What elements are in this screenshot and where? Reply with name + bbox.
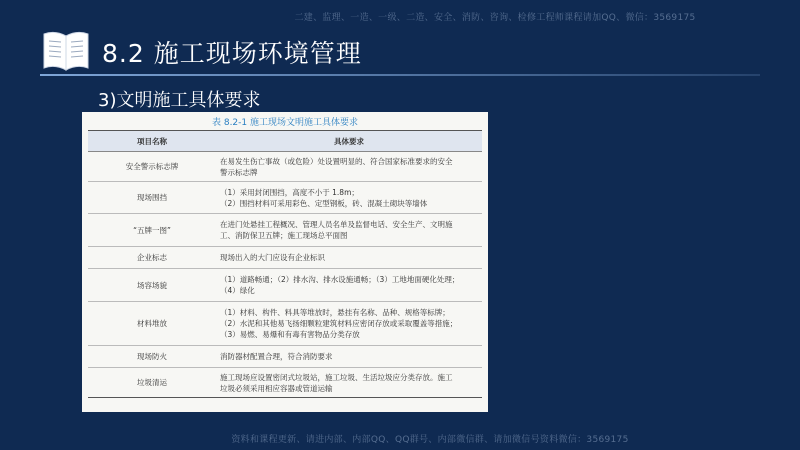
requirement-line: （1）道路畅通；（2）排水沟、排水设施通畅；（3）工地地面硬化处理； (220, 275, 460, 284)
row-requirement (216, 247, 482, 269)
row-item-name: 安全警示标志牌 (88, 152, 216, 182)
table-row (88, 302, 482, 346)
row-requirement (216, 214, 482, 247)
table-row (88, 346, 482, 368)
open-book-icon (40, 28, 92, 74)
requirement-line: 在易发生伤亡事故（或危险）处设置明显的、符合国家标准要求的安全 (220, 156, 453, 166)
row-item-name: 现场围挡 (88, 182, 216, 214)
table-header-row (88, 131, 482, 152)
requirement-line: 现场出入的大门应设有企业标识 (220, 253, 325, 262)
row-requirement (216, 182, 482, 214)
requirement-line: （4）绿化 (220, 286, 255, 295)
row-requirement (216, 346, 482, 368)
requirement-line: （1）材料、构件、料具等堆放时，悬挂有名称、品种、规格等标牌； (220, 308, 450, 317)
row-item-name: 场容场貌 (88, 269, 216, 302)
requirement-line: 消防器材配置合理，符合消防要求 (220, 352, 333, 361)
header-requirements: 具体要求 (216, 131, 482, 152)
row-requirement (216, 368, 482, 398)
table-caption: 表 8.2-1 施工现场文明施工具体要求 (211, 118, 358, 128)
requirements-table (88, 130, 482, 398)
watermark-bottom: 资料和课程更新、请进内部、内部QQ、QQ群号、内部微信群、请加微信号资料微信：3569175 (231, 435, 629, 445)
table-row (88, 152, 482, 182)
requirement-line: （2）围挡材料可采用彩色、定型钢板，砖、混凝土砌块等墙体 (220, 198, 428, 208)
header-item-name: 项目名称 (88, 131, 216, 152)
slide-subtitle: 3)文明施工具体要求 (98, 90, 261, 111)
requirement-line: 施工现场应设置密闭式垃圾站，施工垃圾、生活垃圾应分类存放。施工 (220, 372, 453, 382)
row-item-name: 企业标志 (88, 247, 216, 269)
row-item-name: “五牌一图” (88, 214, 216, 247)
requirement-line: （3）易燃、易爆和有毒有害物品分类存放 (220, 330, 360, 339)
slide-title: 8.2 施工现场环境管理 (102, 39, 362, 68)
requirement-line: 在进门处悬挂工程概况、管理人员名单及监督电话、安全生产、文明施 (220, 220, 453, 229)
row-item-name: 垃圾清运 (88, 368, 216, 398)
table-row (88, 182, 482, 214)
row-item-name: 现场防火 (88, 346, 216, 368)
table-row (88, 269, 482, 302)
requirement-line: 垃圾必须采用相应容器或管道运输 (220, 383, 333, 393)
requirement-line: 警示标志牌 (220, 167, 258, 177)
table-row (88, 214, 482, 247)
requirement-line: 工、消防保卫五牌；施工现场总平面图 (220, 231, 348, 240)
title-divider (40, 74, 760, 76)
requirements-table-image (82, 112, 488, 412)
row-requirement (216, 269, 482, 302)
table-row (88, 247, 482, 269)
watermark-top: 二建、监理、一造、一级、二造、安全、消防、咨询、检修工程师课程请加QQ、微信：3569175 (294, 13, 696, 23)
row-requirement (216, 152, 482, 182)
requirement-line: （1）采用封闭围挡，高度不小于 1.8m； (220, 187, 359, 197)
table-row (88, 368, 482, 398)
row-item-name: 材料堆放 (88, 302, 216, 346)
row-requirement (216, 302, 482, 346)
requirement-line: （2）水泥和其他易飞扬细颗粒建筑材料应密闭存放或采取覆盖等措施； (220, 319, 458, 328)
